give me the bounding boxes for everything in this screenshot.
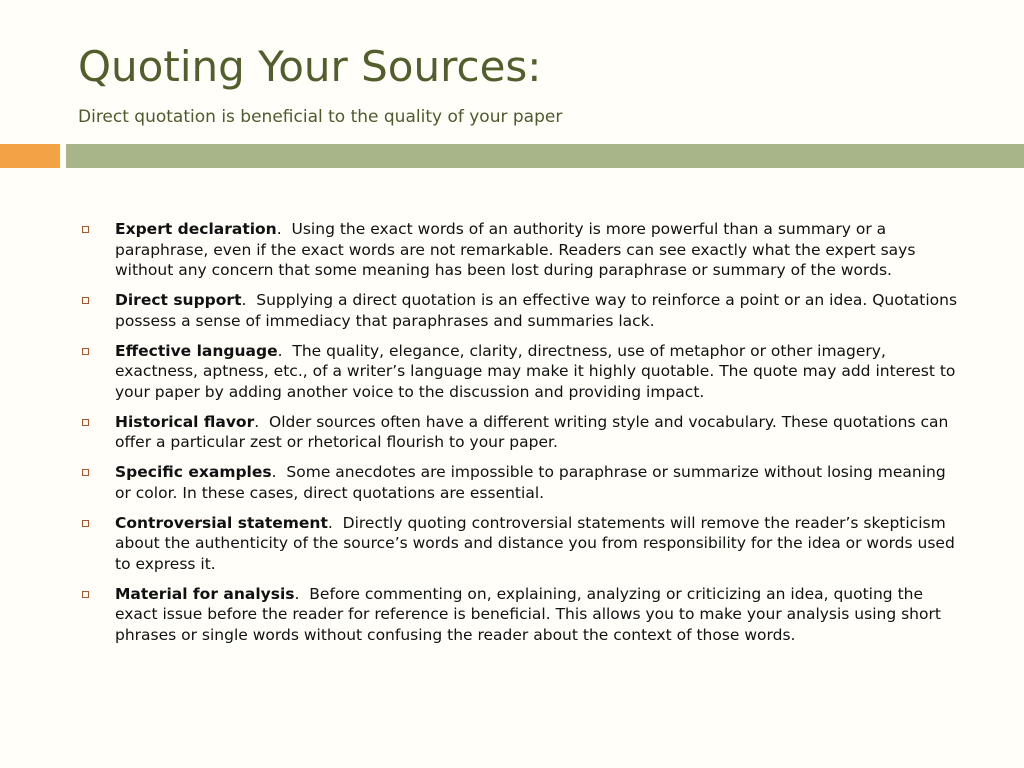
bullet-item-material-for-analysis — [0, 584, 1024, 646]
hollow-square-icon — [82, 226, 89, 233]
bullet-item-expert-declaration — [0, 219, 1024, 281]
bullet-item-historical-flavor — [0, 412, 1024, 453]
bullet-text: Some anecdotes are impossible to paraphrase or summarize without losing meaning or color. In these cases, direct quotations are essential. — [115, 463, 946, 502]
bullet-separator: . — [277, 341, 293, 360]
bullet-list — [0, 219, 1024, 655]
bullet-separator: . — [241, 291, 257, 309]
accent-bar-orange — [0, 144, 60, 168]
hollow-square-icon — [82, 297, 89, 304]
bullet-text: Directly quoting controversial statements will remove the reader’s skepticism about the authenticity of the source’s words and distance you from responsibility for the idea or words used to express it. — [115, 513, 955, 573]
bullet-text: Using the exact words of an authority is more powerful than a summary or a paraphrase, even if the exact words are not remarkable. Readers can see exactly what the expert says without any concern that some meaning has been lost during paraphrase or summary of the words. — [115, 220, 916, 279]
bullet-term: Effective language — [115, 341, 278, 360]
bullet-item-specific-examples — [0, 462, 1024, 503]
bullet-separator: . — [254, 412, 270, 431]
bullet-separator: . — [271, 463, 287, 481]
bullet-separator: . — [327, 513, 343, 532]
bullet-item-controversial-statement — [0, 513, 1024, 575]
bullet-term: Historical flavor — [115, 412, 255, 431]
bullet-text: Supplying a direct quotation is an effective way to reinforce a point or an idea. Quotations possess a sense of immediacy that paraphrases and summaries lack. — [115, 291, 958, 330]
slide-title: Quoting Your Sources: — [78, 42, 542, 91]
bullet-term: Direct support — [115, 291, 242, 309]
bullet-item-effective-language — [0, 341, 1024, 403]
bullet-text: The quality, elegance, clarity, directness, use of metaphor or other imagery, exactness, aptness, etc., of a writer’s language may make it highly quotable. The quote may add interest to your paper by adding another voice to the discussion and providing impact. — [115, 341, 956, 401]
hollow-square-icon — [82, 348, 89, 355]
bullet-term: Material for analysis — [115, 584, 295, 603]
hollow-square-icon — [82, 591, 89, 598]
bullet-term: Controversial statement — [115, 513, 328, 532]
hollow-square-icon — [82, 419, 89, 426]
slide-subtitle: Direct quotation is beneficial to the quality of your paper — [78, 107, 563, 127]
bullet-term: Expert declaration — [115, 220, 277, 238]
bullet-separator: . — [276, 220, 292, 238]
bullet-text: Older sources often have a different writing style and vocabulary. These quotations can offer a particular zest or rhetorical flourish to your paper. — [115, 412, 949, 451]
bullet-text: Before commenting on, explaining, analyzing or criticizing an idea, quoting the exact issue before the reader for reference is beneficial. This allows you to make your analysis using short phrases or single words without confusing the reader about the context of those words. — [115, 584, 941, 644]
hollow-square-icon — [82, 469, 89, 476]
bullet-item-direct-support — [0, 290, 1024, 331]
hollow-square-icon — [82, 520, 89, 527]
bullet-separator: . — [294, 584, 310, 603]
bullet-term: Specific examples — [115, 463, 272, 481]
accent-bar-green — [66, 144, 1024, 168]
